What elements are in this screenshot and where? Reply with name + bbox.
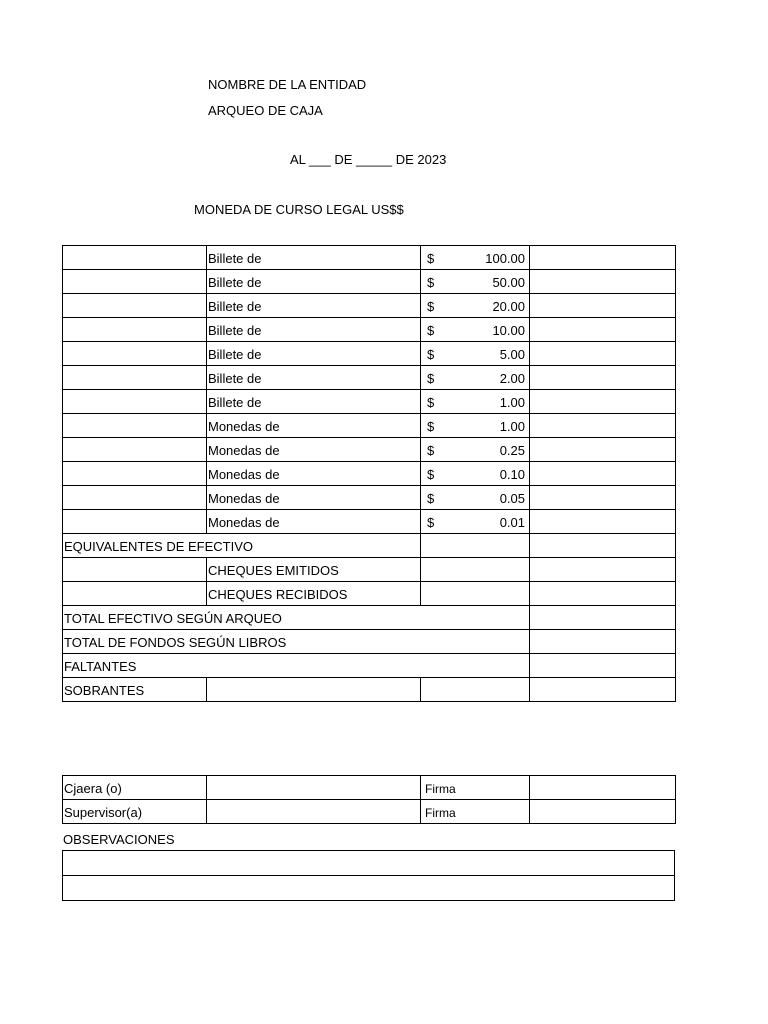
cashier-signature-label: Firma (421, 776, 530, 800)
denomination-row (63, 390, 676, 414)
checks-issued-total-cell[interactable] (530, 558, 676, 582)
denomination-label: Billete de (207, 294, 421, 318)
subtotal-cell[interactable] (530, 510, 676, 534)
blank-cell[interactable] (63, 558, 207, 582)
observations-line-1[interactable] (63, 851, 675, 876)
cashier-signature-field[interactable] (530, 776, 676, 800)
subtotal-cell[interactable] (530, 342, 676, 366)
shortages-row (63, 654, 676, 678)
denomination-amount: 100.00 (485, 251, 525, 266)
denomination-row (63, 318, 676, 342)
denomination-value (421, 486, 530, 510)
checks-received-total-cell[interactable] (530, 582, 676, 606)
total-cash-label: TOTAL EFECTIVO SEGÚN ARQUEO (63, 606, 530, 630)
denomination-amount: 0.05 (499, 491, 525, 506)
denomination-row (63, 342, 676, 366)
quantity-cell[interactable] (63, 246, 207, 270)
quantity-cell[interactable] (63, 462, 207, 486)
shortages-value-cell[interactable] (530, 654, 676, 678)
denomination-amount: 2.00 (499, 371, 525, 386)
denomination-value (421, 342, 530, 366)
subtotal-cell[interactable] (530, 318, 676, 342)
denomination-row (63, 438, 676, 462)
denomination-amount: 1.00 (499, 419, 525, 434)
cashier-name-field[interactable] (207, 776, 421, 800)
cash-count-table (62, 245, 676, 702)
blank-cell[interactable] (63, 582, 207, 606)
observations-line-2[interactable] (63, 876, 675, 901)
denomination-value (421, 438, 530, 462)
quantity-cell[interactable] (63, 414, 207, 438)
observations-label: OBSERVACIONES (63, 832, 175, 847)
denomination-row (63, 246, 676, 270)
currency-symbol: $ (427, 275, 435, 290)
shortages-label: FALTANTES (63, 654, 530, 678)
denomination-amount: 20.00 (492, 299, 525, 314)
currency-symbol: $ (427, 395, 435, 410)
denomination-label: Billete de (207, 246, 421, 270)
quantity-cell[interactable] (63, 510, 207, 534)
quantity-cell[interactable] (63, 438, 207, 462)
checks-issued-amount-cell[interactable] (421, 558, 530, 582)
subtotal-cell[interactable] (530, 366, 676, 390)
supervisor-signature-label: Firma (421, 800, 530, 824)
denomination-row (63, 294, 676, 318)
total-books-value-cell[interactable] (530, 630, 676, 654)
currency-symbol: $ (427, 443, 435, 458)
equivalents-total-cell[interactable] (530, 534, 676, 558)
denomination-amount: 50.00 (492, 275, 525, 290)
denomination-row (63, 270, 676, 294)
denomination-amount: 10.00 (492, 323, 525, 338)
quantity-cell[interactable] (63, 318, 207, 342)
currency-symbol: $ (427, 419, 435, 434)
entity-name: NOMBRE DE LA ENTIDAD (208, 77, 367, 92)
denomination-value (421, 414, 530, 438)
quantity-cell[interactable] (63, 366, 207, 390)
quantity-cell[interactable] (63, 270, 207, 294)
supervisor-name-field[interactable] (207, 800, 421, 824)
checks-issued-row (63, 558, 676, 582)
subtotal-cell[interactable] (530, 486, 676, 510)
denomination-label: Billete de (207, 318, 421, 342)
surpluses-amount-cell[interactable] (421, 678, 530, 702)
denomination-value (421, 294, 530, 318)
denomination-value (421, 510, 530, 534)
subtotal-cell[interactable] (530, 270, 676, 294)
subtotal-cell[interactable] (530, 438, 676, 462)
denomination-value (421, 270, 530, 294)
quantity-cell[interactable] (63, 294, 207, 318)
denomination-amount: 5.00 (499, 347, 525, 362)
surpluses-label: SOBRANTES (63, 678, 207, 702)
checks-received-label: CHEQUES RECIBIDOS (207, 582, 421, 606)
equivalents-row (63, 534, 676, 558)
surpluses-value-cell[interactable] (530, 678, 676, 702)
cashier-row (63, 776, 676, 800)
checks-received-amount-cell[interactable] (421, 582, 530, 606)
total-books-row (63, 630, 676, 654)
currency-symbol: $ (427, 371, 435, 386)
denomination-row (63, 486, 676, 510)
denomination-amount: 0.01 (499, 515, 525, 530)
denomination-label: Billete de (207, 342, 421, 366)
currency-symbol: $ (427, 323, 435, 338)
signatures-table (62, 775, 676, 824)
denomination-label: Monedas de (207, 414, 421, 438)
denomination-row (63, 510, 676, 534)
subtotal-cell[interactable] (530, 414, 676, 438)
denomination-value (421, 462, 530, 486)
denomination-label: Billete de (207, 270, 421, 294)
observations-table (62, 850, 675, 901)
denomination-amount: 1.00 (499, 395, 525, 410)
denomination-row (63, 366, 676, 390)
currency-symbol: $ (427, 467, 435, 482)
denomination-label: Monedas de (207, 462, 421, 486)
currency-symbol: $ (427, 299, 435, 314)
denomination-label: Monedas de (207, 486, 421, 510)
surpluses-detail-cell[interactable] (207, 678, 421, 702)
quantity-cell[interactable] (63, 342, 207, 366)
document-title: ARQUEO DE CAJA (208, 103, 323, 118)
denomination-row (63, 414, 676, 438)
quantity-cell[interactable] (63, 390, 207, 414)
denomination-label: Monedas de (207, 438, 421, 462)
denomination-row (63, 462, 676, 486)
currency-symbol: $ (427, 515, 435, 530)
equivalents-amount-cell[interactable] (421, 534, 530, 558)
subtotal-cell[interactable] (530, 246, 676, 270)
subtotal-cell[interactable] (530, 390, 676, 414)
total-cash-value-cell[interactable] (530, 606, 676, 630)
denomination-amount: 0.10 (499, 467, 525, 482)
denomination-value (421, 246, 530, 270)
supervisor-row (63, 800, 676, 824)
denomination-amount: 0.25 (499, 443, 525, 458)
denomination-value (421, 390, 530, 414)
currency-symbol: $ (427, 251, 435, 266)
denomination-label: Billete de (207, 366, 421, 390)
subtotal-cell[interactable] (530, 462, 676, 486)
total-cash-row (63, 606, 676, 630)
checks-received-row (63, 582, 676, 606)
subtotal-cell[interactable] (530, 294, 676, 318)
equivalents-label: EQUIVALENTES DE EFECTIVO (63, 534, 421, 558)
surpluses-row (63, 678, 676, 702)
denomination-label: Monedas de (207, 510, 421, 534)
checks-issued-label: CHEQUES EMITIDOS (207, 558, 421, 582)
date-line: AL ___ DE _____ DE 2023 (290, 152, 447, 167)
cashier-label: Cjaera (o) (63, 776, 207, 800)
denomination-rows (63, 246, 676, 534)
supervisor-signature-field[interactable] (530, 800, 676, 824)
quantity-cell[interactable] (63, 486, 207, 510)
currency-label: MONEDA DE CURSO LEGAL US$$ (194, 202, 404, 217)
denomination-label: Billete de (207, 390, 421, 414)
total-books-label: TOTAL DE FONDOS SEGÚN LIBROS (63, 630, 530, 654)
denomination-value (421, 318, 530, 342)
denomination-value (421, 366, 530, 390)
currency-symbol: $ (427, 347, 435, 362)
supervisor-label: Supervisor(a) (63, 800, 207, 824)
currency-symbol: $ (427, 491, 435, 506)
